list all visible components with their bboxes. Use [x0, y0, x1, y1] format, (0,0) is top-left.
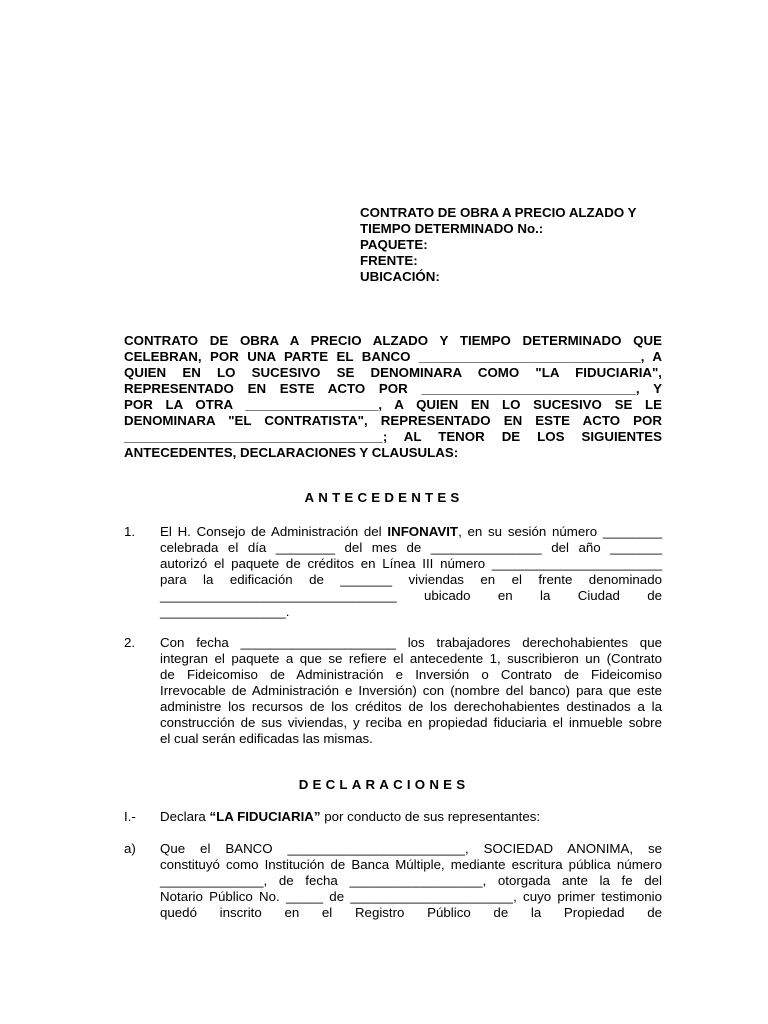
declaraciones-title: DECLARACIONES	[298, 777, 470, 792]
item-line	[160, 524, 662, 540]
item-number: a)	[124, 841, 136, 856]
intro-line: POR LA OTRA __________________, A QUIEN EN LO SUCESIVO SE LE	[124, 397, 662, 412]
item-body	[160, 809, 662, 825]
text-run: El H. Consejo de Administración del	[160, 524, 388, 539]
header-line: FRENTE:	[360, 253, 418, 268]
item-line: ______________, de fecha __________________, otorgada ante la fe del	[160, 873, 662, 888]
item-line: Irrevocable de Administración e Inversión) con (nombre del banco) para que este	[160, 683, 662, 698]
item-line: Notario Público No. _____ de ______________________, cuyo primer testimonio	[160, 889, 662, 904]
item-line: el cual serán edificadas las mismas.	[160, 731, 373, 746]
header-line: UBICACIÓN:	[360, 269, 440, 284]
item-line: para la edificación de _______ viviendas en el frente denominado	[160, 572, 662, 587]
header-line: CONTRATO DE OBRA A PRECIO ALZADO Y	[360, 205, 637, 220]
item-line: ________________________________ ubicado en la Ciudad de	[160, 588, 662, 603]
intro-line: ANTECEDENTES, DECLARACIONES Y CLAUSULAS:	[124, 445, 459, 460]
item-line: de Fideicomiso de Administración e Inversión o Contrato de Fideicomiso	[160, 667, 662, 682]
header-line: TIEMPO DETERMINADO No.:	[360, 221, 544, 236]
intro-line: QUIEN EN LO SUCESIVO SE DENOMINARA COMO "LA FIDUCIARIA",	[124, 365, 662, 380]
item-line: quedó inscrito en el Registro Público de la Propiedad de	[160, 905, 662, 920]
contract-header	[360, 205, 660, 285]
fiduciaria-name: “LA FIDUCIARIA”	[209, 809, 321, 824]
intro-line: CONTRATO DE OBRA A PRECIO ALZADO Y TIEMPO DETERMINADO QUE	[124, 333, 662, 348]
item-line: _________________.	[160, 604, 290, 619]
item-number: 1.	[124, 524, 136, 539]
contract-intro	[124, 333, 662, 461]
intro-line: REPRESENTADO EN ESTE ACTO POR _____________________________, Y	[124, 381, 662, 396]
text-run: , en su sesión número ________	[458, 524, 662, 539]
item-line: integran el paquete a que se refiere el antecedente 1, suscribieron un (Contrato	[160, 651, 662, 666]
item-line: Que el BANCO ________________________, SOCIEDAD ANONIMA, se	[160, 841, 662, 856]
infonavit-name: INFONAVIT	[387, 524, 459, 539]
item-line: autorizó el paquete de créditos en Línea III número _______________________	[160, 556, 662, 571]
intro-line: ___________________________________; AL TENOR DE LOS SIGUIENTES	[124, 429, 662, 444]
item-body	[160, 524, 662, 620]
item-line: construcción de sus viviendas, y reciba en propiedad fiduciaria el inmueble sobre	[160, 715, 662, 730]
item-number: I.-	[124, 809, 136, 824]
item-line	[160, 809, 662, 825]
item-body	[160, 841, 662, 921]
text-run: por conducto de sus representantes:	[320, 809, 541, 824]
item-line: constituyó como Institución de Banca Múltiple, mediante escritura pública número	[160, 857, 662, 872]
intro-line: DENOMINARA "EL CONTRATISTA", REPRESENTADO EN ESTE ACTO POR	[124, 413, 662, 428]
header-line: PAQUETE:	[360, 237, 428, 252]
text-run: Declara	[160, 809, 210, 824]
item-line: celebrada el día ________ del mes de _______________ del año _______	[160, 540, 662, 555]
item-number: 2.	[124, 635, 136, 650]
intro-line: CELEBRAN, POR UNA PARTE EL BANCO ______________________________, A	[124, 349, 662, 364]
item-line: Con fecha _____________________ los trabajadores derechohabientes que	[160, 635, 662, 650]
item-line: administre los recursos de los créditos de los derechohabientes destinados a la	[160, 699, 662, 714]
antecedentes-title: ANTECEDENTES	[304, 490, 464, 505]
item-body	[160, 635, 662, 747]
